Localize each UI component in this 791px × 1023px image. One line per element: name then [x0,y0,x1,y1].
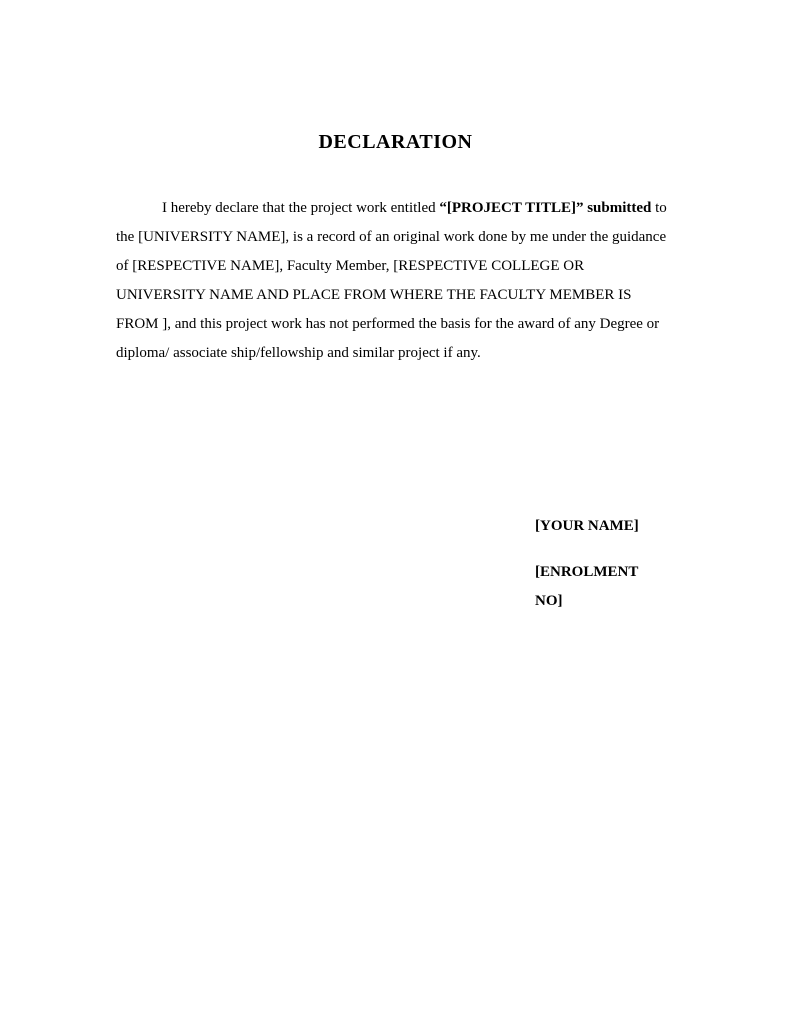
signature-name: [YOUR NAME] [535,518,639,534]
submitted-word: submitted [587,200,652,216]
paragraph-lead: I hereby declare that the project work entitled [162,200,440,216]
paragraph-rest: to the [UNIVERSITY NAME], is a record of an original work done by me under the guidance of [RESPECTIVE NAME], Faculty Member, [RESPECTIVE COLLEGE OR UNIVERSITY NAME AND PLACE FROM WHERE THE FACULTY MEMBER IS FROM ], and this project work has not performed the basis for the award of any Degree or diploma/ associate ship/fellowship and similar project if any. [116,200,667,361]
signature-enrolment-line1: [ENROLMENT [535,564,639,580]
signature-enrolment-line2: NO] [535,593,563,609]
declaration-paragraph [116,194,676,368]
page-title: DECLARATION [318,131,473,153]
project-title-placeholder: “[PROJECT TITLE]” [439,200,584,216]
